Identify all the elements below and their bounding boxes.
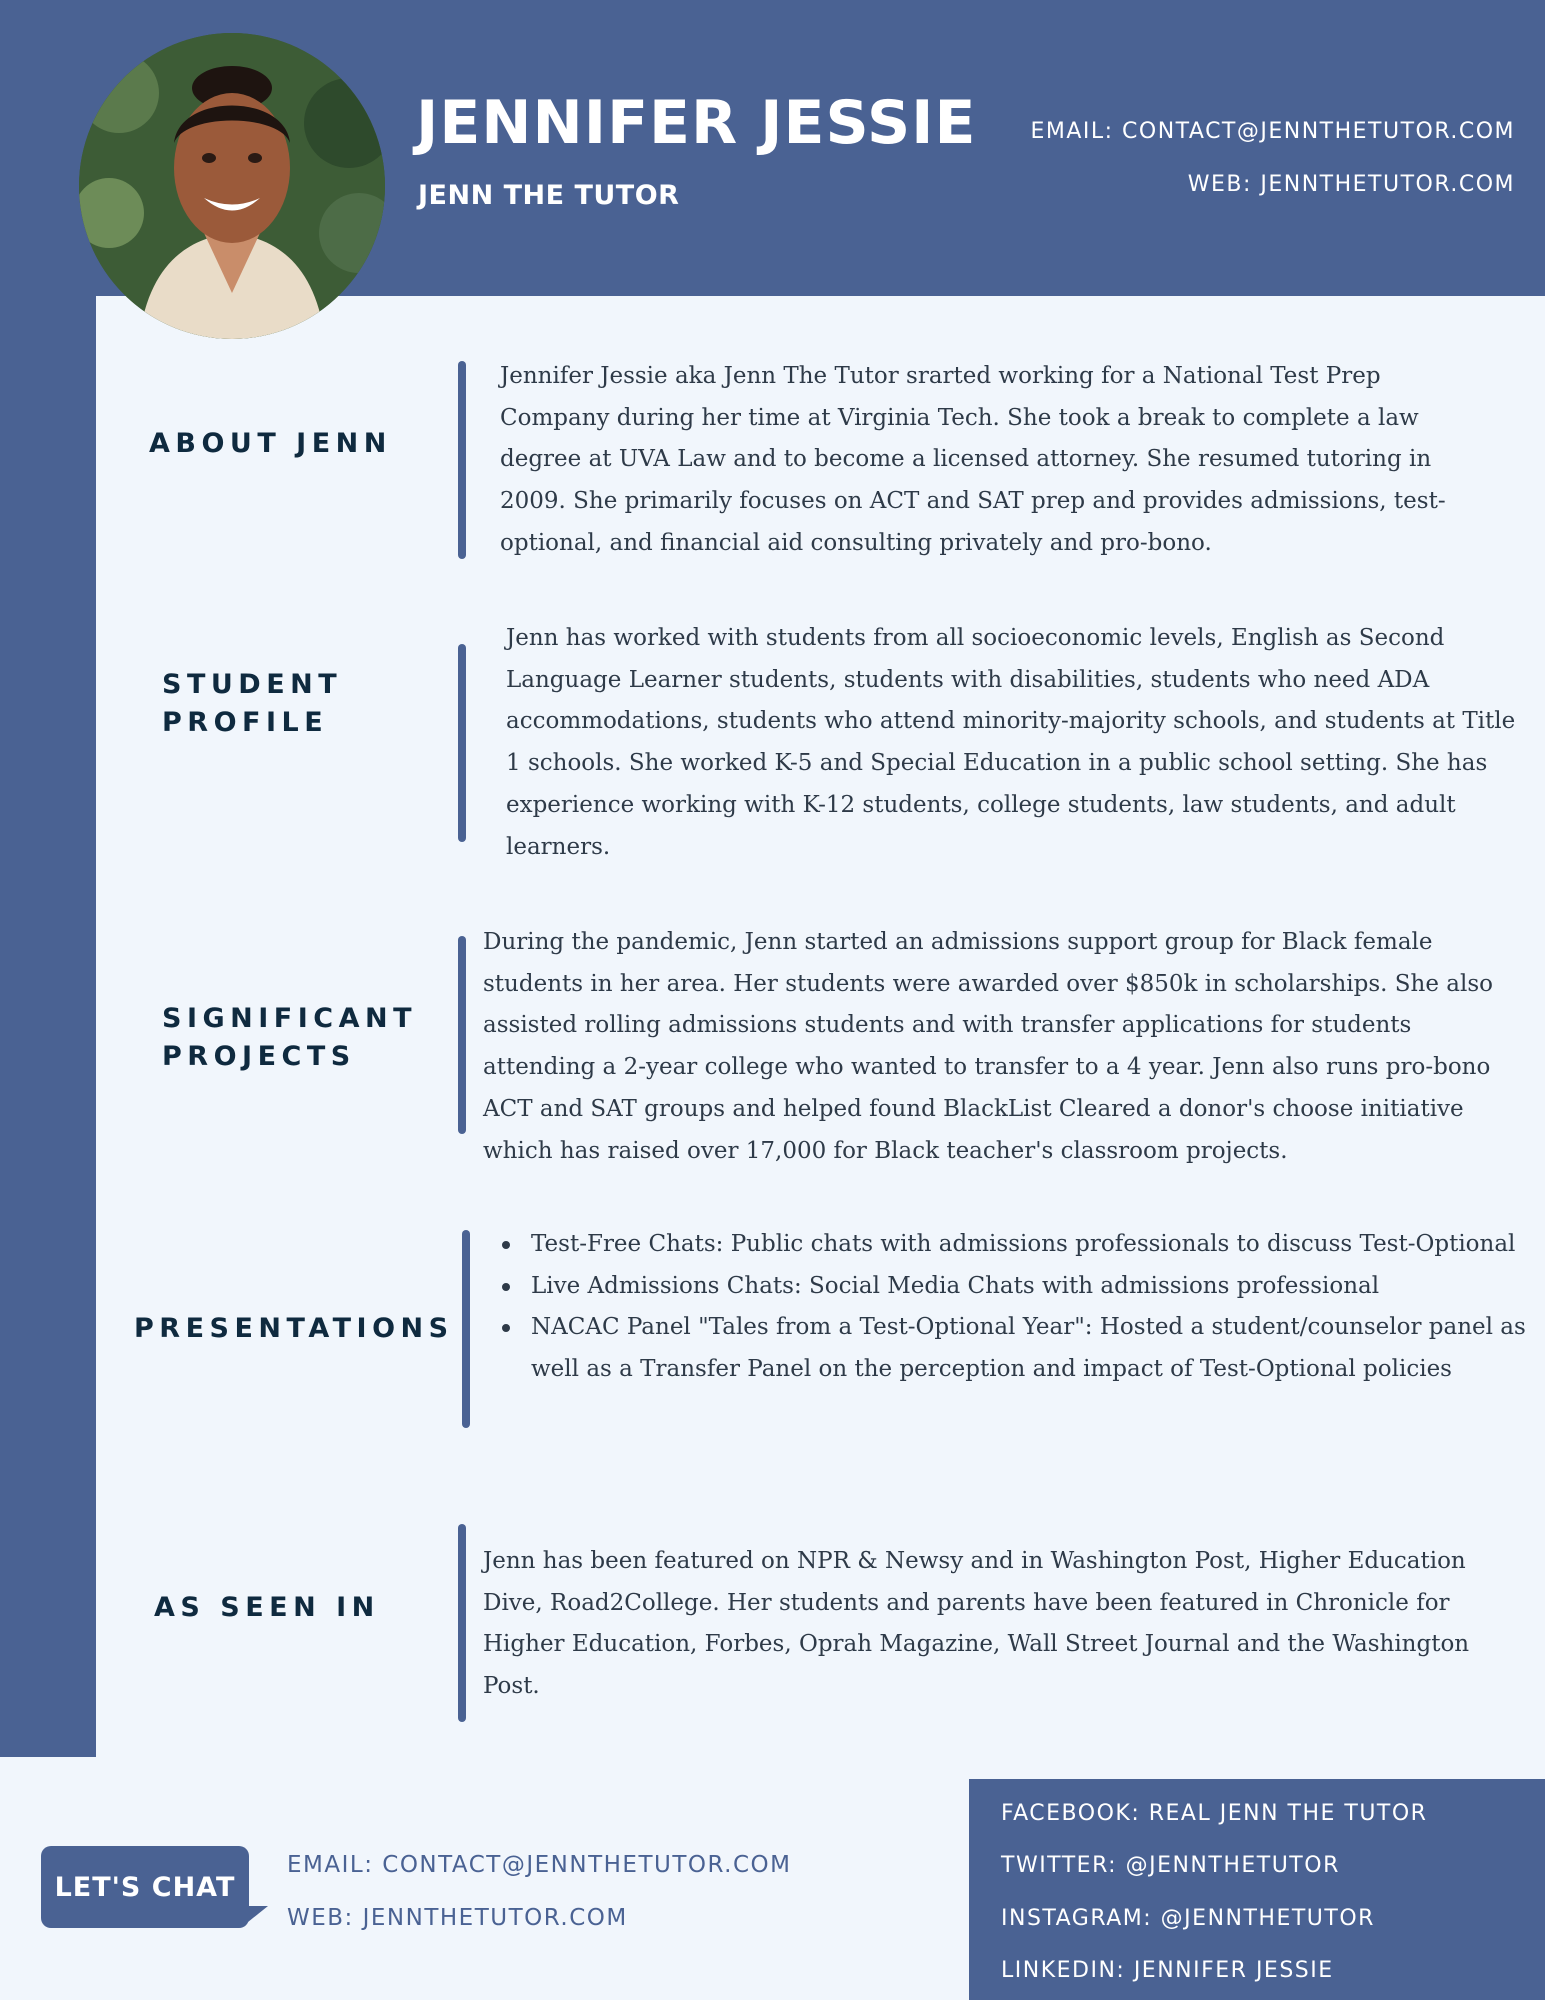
about-text bbox=[500, 356, 1490, 565]
left-accent-band bbox=[0, 0, 96, 1757]
section-divider-projects bbox=[458, 936, 466, 1134]
presentations-list bbox=[531, 1224, 1531, 1391]
student-profile-paragraph: Jenn has worked with students from all socioeconomic levels, English as Second Language Learner students, students with disabilities, students who need ADA accommodations, students who attend minority-majority schools, and students at Title 1 schools. She worked K-5 and Special Education in a public school setting. She has experience working with K-12 students, college students, law students, and adult learners. bbox=[506, 625, 1516, 860]
brand-subtitle: JENN THE TUTOR bbox=[418, 180, 680, 211]
label-line: PROJECTS bbox=[162, 1041, 356, 1072]
footer-web[interactable]: WEB: JENNTHETUTOR.COM bbox=[287, 1905, 628, 1931]
presentation-item: Live Admissions Chats: Social Media Chats with admissions professional bbox=[531, 1266, 1531, 1308]
label-line: SIGNIFICANT bbox=[162, 1003, 418, 1034]
section-divider-student-profile bbox=[458, 644, 466, 842]
facebook-link[interactable]: FACEBOOK: REAL JENN THE TUTOR bbox=[1001, 1801, 1428, 1826]
student-profile-text bbox=[506, 618, 1516, 868]
header-web[interactable]: WEB: JENNTHETUTOR.COM bbox=[1187, 172, 1515, 197]
section-divider-seen-in bbox=[458, 1524, 466, 1722]
presentation-item: NACAC Panel "Tales from a Test-Optional Year": Hosted a student/counselor panel as well as a Transfer Panel on the perception and impact of Test-Optional policies bbox=[531, 1307, 1531, 1390]
lets-chat-badge: LET'S CHAT bbox=[41, 1846, 249, 1928]
label-line: STUDENT bbox=[162, 669, 343, 700]
twitter-link[interactable]: TWITTER: @JENNTHETUTOR bbox=[1001, 1853, 1340, 1878]
portrait-illustration bbox=[79, 33, 385, 339]
section-label-seen-in: AS SEEN IN bbox=[154, 1592, 380, 1623]
projects-text bbox=[483, 922, 1518, 1172]
section-label-student-profile bbox=[162, 666, 342, 742]
chat-bubble-tail bbox=[248, 1906, 268, 1922]
profile-photo bbox=[79, 33, 385, 339]
projects-paragraph: During the pandemic, Jenn started an admissions support group for Black female students in her area. Her students were awarded over $850k in scholarships. She also assisted rolling admissions students and with transfer applications for students attending a 2-year college who wanted to transfer to a 4 year. Jenn also runs pro-bono ACT and SAT groups and helped found BlackList Cleared a donor's choose initiative which has raised over 17,000 for Black teacher's classroom projects. bbox=[483, 929, 1494, 1164]
section-label-about: ABOUT JENN bbox=[149, 428, 392, 459]
footer-email[interactable]: EMAIL: CONTACT@JENNTHETUTOR.COM bbox=[287, 1852, 792, 1878]
section-label-presentations: PRESENTATIONS bbox=[134, 1313, 454, 1344]
about-paragraph: Jennifer Jessie aka Jenn The Tutor srarted working for a National Test Prep Company during her time at Virginia Tech. She took a break to complete a law degree at UVA Law and to become a licensed attorney. She resumed tutoring in 2009. She primarily focuses on ACT and SAT prep and provides admissions, test-optional, and financial aid consulting privately and pro-bono. bbox=[500, 363, 1446, 556]
section-divider-presentations bbox=[462, 1230, 470, 1428]
label-line: PROFILE bbox=[162, 707, 329, 738]
seen-in-text bbox=[483, 1541, 1503, 1708]
seen-in-paragraph: Jenn has been featured on NPR & Newsy and in Washington Post, Higher Education Dive, Road2College. Her students and parents have been featured in Chronicle for Higher Education, Forbes, Oprah Magazine, Wall Street Journal and the Washington Post. bbox=[483, 1548, 1470, 1700]
section-label-projects bbox=[162, 1000, 417, 1076]
header-email[interactable]: EMAIL: CONTACT@JENNTHETUTOR.COM bbox=[1030, 119, 1515, 144]
instagram-link[interactable]: INSTAGRAM: @JENNTHETUTOR bbox=[1001, 1906, 1375, 1931]
person-name: JENNIFER JESSIE bbox=[416, 88, 977, 158]
linkedin-link[interactable]: LINKEDIN: JENNIFER JESSIE bbox=[1001, 1958, 1334, 1983]
presentation-item: Test-Free Chats: Public chats with admissions professionals to discuss Test-Optional bbox=[531, 1224, 1531, 1266]
section-divider-about bbox=[458, 361, 466, 559]
